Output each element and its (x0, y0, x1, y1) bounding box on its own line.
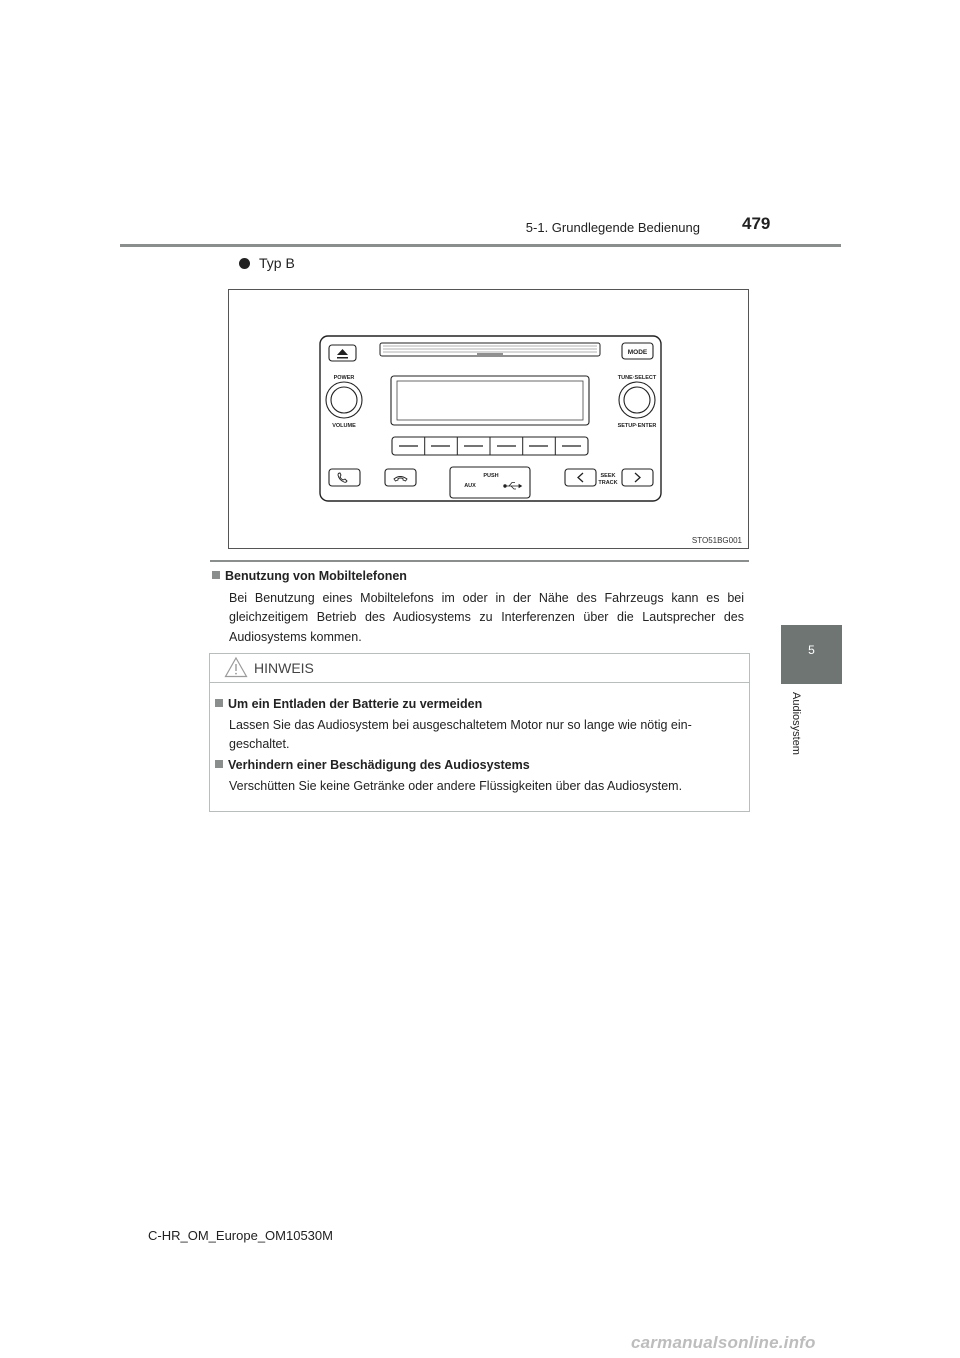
chapter-number: 5 (808, 643, 815, 657)
hang-up-icon (394, 477, 407, 482)
note-item-body: Lassen Sie das Audiosystem bei ausgeschaltetem Motor nur so lange wie nötig ein-geschaltet. (229, 718, 692, 751)
section-heading-text: Benutzung von Mobiltelefonen (225, 569, 407, 583)
chapter-label (788, 692, 808, 772)
display-screen (397, 381, 583, 420)
hang-up-button (385, 469, 416, 486)
aux-usb-port-cover (450, 467, 530, 498)
page-header (0, 0, 960, 250)
note-box (209, 653, 750, 812)
footer-document-id: C-HR_OM_Europe_OM10530M (148, 1228, 333, 1243)
setup-enter-label: SETUP·ENTER (617, 423, 657, 429)
chevron-left-icon (578, 473, 583, 482)
note-item-heading (215, 758, 530, 772)
page-number: 479 (742, 214, 771, 233)
audio-unit-illustration (229, 290, 748, 548)
note-title: HINWEIS (254, 660, 314, 676)
volume-label: VOLUME (332, 423, 356, 429)
section-title: 5-1. Grundlegende Bedienung (525, 220, 700, 235)
chevron-right-icon (635, 473, 640, 482)
seek-up-button (622, 469, 653, 486)
note-item-heading (215, 697, 482, 711)
power-label: POWER (333, 375, 355, 381)
audio-unit-figure (228, 289, 749, 549)
square-bullet-icon (212, 571, 220, 579)
section-heading (212, 569, 407, 583)
display-bezel (391, 376, 589, 425)
warning-triangle-icon (224, 656, 248, 678)
seek-down-button (565, 469, 596, 486)
figure-code: STO51BG001 (691, 536, 742, 545)
section-body: Bei Benutzung eines Mobiltelefons im oder in der Nähe des Fahrzeugs kann es bei gleichzeitigem Betrieb des Audiosystems zu Interferenzen über die Lautsprecher des Audiosystems kommen. (229, 591, 744, 644)
phone-icon (338, 473, 347, 482)
volume-knob (331, 387, 357, 413)
watermark: carmanualsonline.info (631, 1333, 816, 1352)
section-divider (210, 560, 749, 562)
usb-icon (504, 483, 522, 490)
square-bullet-icon (215, 699, 223, 707)
square-bullet-icon (215, 760, 223, 768)
mode-label: MODE (627, 349, 648, 356)
note-item-heading-text: Verhindern einer Beschädigung des Audiosystems (228, 758, 530, 772)
seek-label: SEEK (600, 473, 616, 479)
chapter-label-text: Audiosystem (790, 692, 802, 755)
track-label: TRACK (598, 480, 618, 486)
phone-button (329, 469, 360, 486)
note-item-heading-text: Um ein Entladen der Batterie zu vermeiden (228, 697, 483, 711)
note-header-divider (210, 682, 749, 683)
type-heading-text: Typ B (259, 255, 295, 271)
note-item-body: Verschütten Sie keine Getränke oder andere Flüssigkeiten über das Audiosystem. (229, 779, 683, 793)
tune-select-label: TUNE·SELECT (617, 375, 657, 381)
header-divider (120, 244, 841, 247)
eject-icon (337, 349, 348, 359)
bullet-dot-icon (239, 258, 250, 269)
push-label: PUSH (483, 473, 499, 479)
chapter-tab (781, 625, 842, 684)
tune-knob (624, 387, 650, 413)
type-heading (239, 255, 295, 271)
aux-label: AUX (464, 483, 476, 489)
